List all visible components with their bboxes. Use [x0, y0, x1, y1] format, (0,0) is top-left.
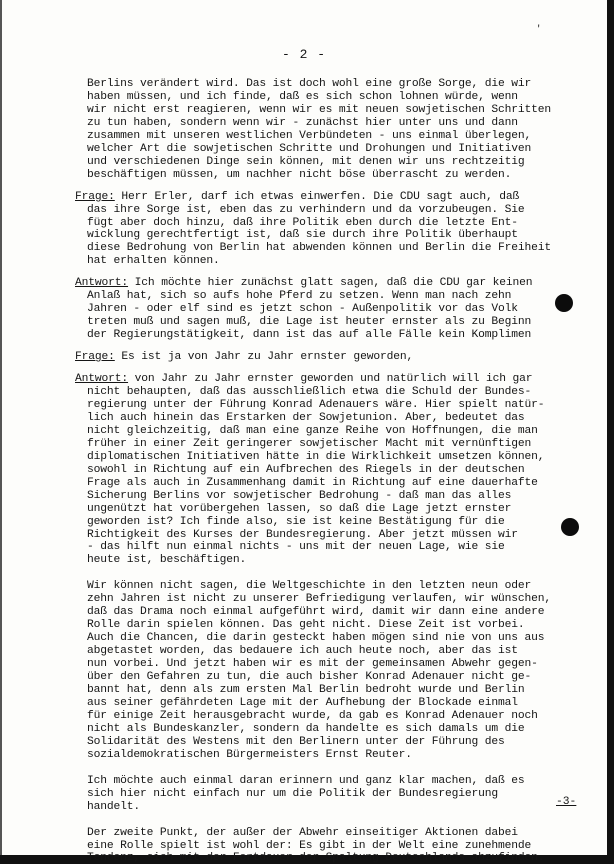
text-line [87, 516, 587, 529]
corner-mark: ' [536, 24, 542, 34]
line-text: handelt. [87, 800, 141, 813]
line-text: daß das Drama noch einmal aufgeführt wird, damit wir dann eine andere [87, 606, 545, 619]
paragraph-gap [87, 567, 587, 580]
text-line [87, 541, 587, 554]
paragraph [75, 277, 587, 342]
line-text: fügt aber doch hinzu, daß ihre Politik eben durch die letzte Ent- [87, 216, 518, 229]
line-text: ungenützt hat vorübergehen lassen, so daß die Lage jetzt ernster [87, 502, 512, 515]
text-line [87, 788, 587, 801]
text-line [87, 503, 587, 516]
speaker-label-text: Antwort: [75, 277, 129, 290]
line-text: wir nicht erst reagieren, wenn wir es mit neuen sowjetischen Schritten [87, 103, 552, 116]
text-line [87, 840, 587, 853]
paragraph-gap [87, 814, 587, 827]
line-text: Jahren - oder elf sind es jetzt schon - Außenpolitik vor das Volk [87, 303, 518, 316]
paragraph [75, 190, 587, 269]
speaker-label [75, 191, 115, 203]
line-text: Ich möchte hier zunächst glatt sagen, daß die CDU gar keinen [128, 277, 533, 290]
text-line [87, 412, 587, 425]
paragraph [87, 775, 587, 814]
line-text: haben müssen, und ich finde, daß es sich schon lohnen würde, wenn [87, 90, 518, 103]
line-text: nun vorbei. Und jetzt haben wir es mit der gemeinsamen Abwehr gegen- [87, 658, 538, 671]
line-text: Herr Erler, darf ich etwas einwerfen. Die CDU sagt auch, daß [114, 190, 520, 203]
text-line [87, 619, 587, 632]
line-text: beschäftigen müssen, um nachher nicht böse überrascht zu werden. [87, 168, 512, 181]
line-text: treten muß und sagen muß, die Lage ist heuter ernster als zu Beginn [87, 316, 532, 329]
speaker-label [75, 351, 115, 363]
line-text: sozialdemokratischen Bürgermeisters Ernst Reuter. [87, 748, 412, 761]
line-text: das ihre Sorge ist, eben das zu verhindern und da vorzubeugen. Sie [87, 203, 525, 216]
page-number: - 2 - [282, 47, 327, 62]
text-line [75, 351, 587, 364]
line-text: Tendenz, sich mit der Fortdauer der Spaltung Deutschlands abzufinden. [87, 852, 545, 865]
text-line [87, 290, 587, 303]
line-text: abgetastet worden, das bedauere ich auch heute noch, aber das ist [87, 645, 518, 658]
line-text: zu tun haben, sondern wenn wir - zunächst hier unter uns und dann [87, 116, 518, 129]
text-line [87, 852, 587, 865]
line-text: sowohl in Richtung auf ein Aufbrechen des Riegels in der deutschen [87, 463, 525, 476]
text-line [87, 217, 587, 230]
text-line [87, 827, 587, 840]
text-line [87, 632, 587, 645]
text-line [87, 169, 587, 182]
line-text: lich auch hinein das Erstarken der Sowjetunion. Aber, bedeutet das [87, 411, 525, 424]
text-line [87, 316, 587, 329]
line-text: nicht als Bundeskanzler, sondern da handelte es sich damals um die [87, 722, 525, 735]
scan-edge-left [0, 0, 2, 864]
text-line [87, 451, 587, 464]
text-line [87, 78, 587, 91]
text-line [87, 425, 587, 438]
line-text: und verschiedenen Dinge sein können, mit denen wir uns rechtzeitig [87, 155, 525, 168]
line-text: Solidarität des Westens mit den Berlinern unter der Führung des [87, 735, 505, 748]
text-line [87, 529, 587, 542]
line-text: eine Rolle spielt ist wohl der: Es gibt in der Welt eine zunehmende [87, 839, 532, 852]
text-line [87, 736, 587, 749]
line-text: Der zweite Punkt, der außer der Abwehr einseitiger Aktionen dabei [87, 826, 518, 839]
line-text: bannt hat, denn als zum ersten Mal Berlin bedroht wurde und Berlin [87, 683, 525, 696]
text-line [87, 303, 587, 316]
line-text: diese Bedrohung von Berlin hat abwenden können und Berlin die Freiheit [87, 242, 552, 255]
paragraph-gap [87, 182, 587, 191]
text-line [87, 801, 587, 814]
text-line [87, 143, 587, 156]
line-text: Richtigkeit des Kurses der Bundesregierung. Aber jetzt müssen wir [87, 528, 518, 541]
line-text: diplomatischen Initiativen hätte in die Wirklichkeit umsetzen können, [87, 450, 545, 463]
line-text: zusammen mit unseren westlichen Verbündeten - uns einmal überlegen, [87, 129, 532, 142]
paragraph-gap [87, 268, 587, 277]
text-line [87, 749, 587, 762]
line-text: Ich möchte auch einmal daran erinnern und ganz klar machen, daß es [87, 774, 525, 787]
text-line [87, 329, 587, 342]
scan-edge-right [607, 0, 614, 864]
paragraph [87, 580, 587, 761]
text-line [87, 255, 587, 268]
line-text: geworden ist? Ich finde also, sie ist keine Bestätigung für die [87, 515, 505, 528]
speaker-label [75, 373, 128, 385]
line-text: nicht gleichzeitig, daß man eine ganze Reihe von Hoffnungen, die man [87, 424, 538, 437]
text-line [87, 723, 587, 736]
text-line [87, 438, 587, 451]
line-text: Berlins verändert wird. Das ist doch wohl eine große Sorge, die wir [87, 78, 532, 90]
text-line [87, 229, 587, 242]
text-line [87, 117, 587, 130]
line-text: zehn Jahren ist nicht zu unserer Befriedigung verlaufen, wir wünschen, [87, 593, 552, 606]
speaker-label-text: Frage: [75, 351, 115, 364]
line-text: regierung unter der Führung Konrad Adenauers wäre. Hier spielt natür- [87, 398, 545, 411]
line-text: Frage als auch in Zusammenhang damit in Richtung auf eine dauerhafte [87, 476, 538, 489]
text-line [87, 156, 587, 169]
text-line [87, 593, 587, 606]
speaker-label-text: Frage: [75, 190, 115, 203]
text-line [87, 204, 587, 217]
text-line [87, 91, 587, 104]
line-text: - das hilft nun einmal nichts - uns mit der neuen Lage, wie sie [87, 541, 505, 554]
paragraph [87, 827, 587, 865]
line-text: hat erhalten können. [87, 255, 220, 268]
line-text: der Regierungstätigkeit, dann ist das auf alle Fälle kein Komplimen [87, 329, 532, 342]
line-text: über den Gefahren zu tun, die auch bisher Konrad Adenauer nicht ge- [87, 671, 532, 684]
line-text: von Jahr zu Jahr ernster geworden und natürlich will ich gar [128, 373, 533, 386]
text-line [87, 580, 587, 593]
line-text: sich hier nicht einfach nur um die Politik der Bundesregierung [87, 787, 499, 800]
paragraph-gap [87, 342, 587, 351]
text-line [87, 684, 587, 697]
line-text: nicht behaupten, daß das ausschließlich etwa die Schuld der Bundes- [87, 386, 532, 399]
line-text: Anlaß hat, sich so aufs hohe Pferd zu setzen. Wenn man nach zehn [87, 290, 512, 303]
paragraph [75, 351, 587, 364]
text-line [75, 190, 587, 204]
line-text: aus seiner gefährdeten Lage mit der Aufhebung der Blockade einmal [87, 696, 518, 709]
text-line [75, 277, 587, 290]
text-line [87, 490, 587, 503]
text-line [87, 130, 587, 143]
text-line [75, 373, 587, 386]
line-text: Wir können nicht sagen, die Weltgeschichte in den letzten neun oder [87, 580, 532, 593]
text-line [87, 477, 587, 490]
text-line [87, 104, 587, 117]
text-line [87, 399, 587, 412]
text-line [87, 386, 587, 399]
text-line [87, 671, 587, 684]
text-line [87, 697, 587, 710]
speaker-label [75, 277, 128, 289]
line-text: für einige Zeit herausgebracht wurde, da gab es Konrad Adenauer noch [87, 709, 538, 722]
text-line [87, 464, 587, 477]
line-text: heute ist, beschäftigen. [87, 554, 247, 567]
text-line [87, 242, 587, 255]
text-line [87, 606, 587, 619]
speaker-label-text: Antwort: [75, 373, 129, 386]
paragraph [75, 373, 587, 567]
line-text: früher in einer Zeit geringerer sowjetischer Macht mit vernünftigen [87, 437, 532, 450]
text-line [87, 775, 587, 788]
line-text: Rolle darin spielen können. Das geht nicht. Diese Zeit ist vorbei. [87, 619, 525, 632]
text-line [87, 554, 587, 567]
line-text: wicklung gerechtfertigt ist, daß sie durch ihre Politik überhaupt [87, 229, 518, 242]
paragraph-gap [87, 364, 587, 373]
text-line [87, 645, 587, 658]
line-text: Auch die Chancen, die darin gesteckt haben mögen sind nie von uns aus [87, 632, 545, 645]
paragraph-gap [87, 762, 587, 775]
line-text: welcher Art die sowjetischen Schritte und Drohungen und Initiativen [87, 142, 532, 155]
paragraph [87, 78, 587, 182]
text-line [87, 658, 587, 671]
line-text: Sicherung Berlins vor sowjetischer Bedrohung - daß man das alles [87, 489, 512, 502]
text-line [87, 710, 587, 723]
document-body [75, 78, 587, 865]
line-text: Es ist ja von Jahr zu Jahr ernster geworden, [114, 351, 414, 364]
next-page-marker: -3- [556, 796, 577, 808]
